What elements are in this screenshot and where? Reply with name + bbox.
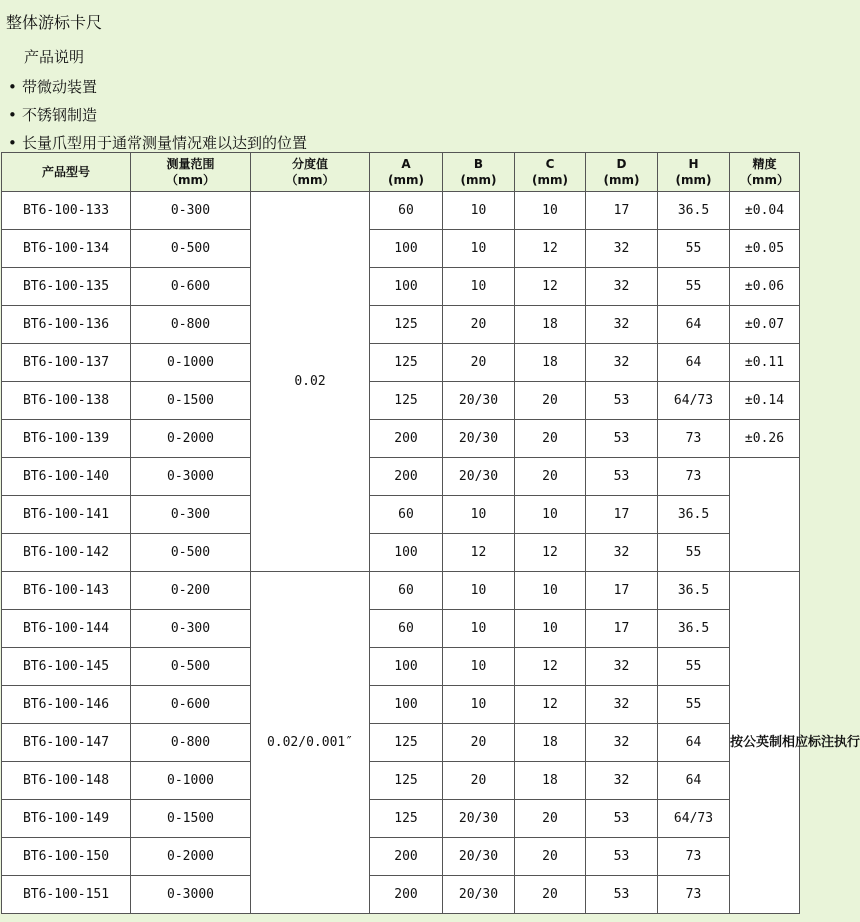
c-cell: 20 — [515, 838, 586, 876]
column-unit: (mm) — [675, 173, 712, 187]
column-header — [370, 153, 443, 192]
h-cell: 64 — [658, 306, 730, 344]
column-name: 测量范围 — [166, 157, 215, 171]
b-cell: 20/30 — [443, 876, 515, 914]
range-cell: 0-1500 — [131, 800, 251, 838]
c-cell: 10 — [515, 572, 586, 610]
model-cell: BT6-100-134 — [2, 230, 131, 268]
range-cell: 0-500 — [131, 534, 251, 572]
h-cell: 64 — [658, 724, 730, 762]
range-cell: 0-1000 — [131, 344, 251, 382]
product-description-heading: 产品说明 — [24, 48, 85, 66]
model-cell: BT6-100-138 — [2, 382, 131, 420]
table-header-row — [2, 153, 800, 192]
a-cell: 125 — [370, 306, 443, 344]
product-header — [0, 0, 800, 152]
model-cell: BT6-100-143 — [2, 572, 131, 610]
d-cell: 32 — [586, 306, 658, 344]
b-cell: 20 — [443, 762, 515, 800]
d-cell: 32 — [586, 762, 658, 800]
model-cell: BT6-100-142 — [2, 534, 131, 572]
model-cell: BT6-100-137 — [2, 344, 131, 382]
a-cell: 200 — [370, 420, 443, 458]
page-title: 整体游标卡尺 — [6, 13, 103, 32]
h-cell: 73 — [658, 838, 730, 876]
bullet-icon: • — [8, 134, 17, 152]
precision-cell: ±0.07 — [730, 306, 800, 344]
column-unit: （mm） — [739, 173, 789, 187]
range-cell: 0-600 — [131, 268, 251, 306]
c-cell: 20 — [515, 382, 586, 420]
b-cell: 20/30 — [443, 420, 515, 458]
h-cell: 64/73 — [658, 800, 730, 838]
b-cell: 10 — [443, 610, 515, 648]
h-cell: 64/73 — [658, 382, 730, 420]
a-cell: 125 — [370, 762, 443, 800]
b-cell: 20/30 — [443, 382, 515, 420]
model-cell: BT6-100-141 — [2, 496, 131, 534]
d-cell: 53 — [586, 420, 658, 458]
a-cell: 125 — [370, 800, 443, 838]
range-cell: 0-200 — [131, 572, 251, 610]
range-cell: 0-300 — [131, 496, 251, 534]
column-header — [251, 153, 370, 192]
model-cell: BT6-100-149 — [2, 800, 131, 838]
h-cell: 55 — [658, 648, 730, 686]
h-cell: 36.5 — [658, 496, 730, 534]
precision-cell: ±0.06 — [730, 268, 800, 306]
model-cell: BT6-100-133 — [2, 192, 131, 230]
a-cell: 200 — [370, 876, 443, 914]
b-cell: 10 — [443, 572, 515, 610]
a-cell: 100 — [370, 648, 443, 686]
table-row — [2, 724, 800, 762]
table-row — [2, 344, 800, 382]
d-cell: 32 — [586, 344, 658, 382]
range-cell: 0-500 — [131, 648, 251, 686]
model-cell: BT6-100-139 — [2, 420, 131, 458]
d-cell: 32 — [586, 268, 658, 306]
c-cell: 20 — [515, 876, 586, 914]
h-cell: 55 — [658, 686, 730, 724]
h-cell: 36.5 — [658, 192, 730, 230]
column-name: 精度 — [752, 157, 777, 171]
column-unit: (mm) — [603, 173, 640, 187]
h-cell: 73 — [658, 876, 730, 914]
column-name: C — [545, 157, 555, 171]
table-row — [2, 306, 800, 344]
b-cell: 10 — [443, 268, 515, 306]
model-cell: BT6-100-140 — [2, 458, 131, 496]
a-cell: 60 — [370, 572, 443, 610]
precision-cell: ±0.26 — [730, 420, 800, 458]
model-cell: BT6-100-135 — [2, 268, 131, 306]
column-unit: （mm） — [165, 173, 215, 187]
d-cell: 53 — [586, 382, 658, 420]
range-cell: 0-3000 — [131, 458, 251, 496]
c-cell: 18 — [515, 762, 586, 800]
c-cell: 12 — [515, 268, 586, 306]
table-row — [2, 192, 800, 230]
model-cell: BT6-100-144 — [2, 610, 131, 648]
range-cell: 0-2000 — [131, 420, 251, 458]
h-cell: 36.5 — [658, 610, 730, 648]
b-cell: 20 — [443, 724, 515, 762]
h-cell: 55 — [658, 534, 730, 572]
a-cell: 100 — [370, 686, 443, 724]
feature-item — [8, 104, 97, 125]
model-cell: BT6-100-150 — [2, 838, 131, 876]
a-cell: 125 — [370, 724, 443, 762]
c-cell: 12 — [515, 230, 586, 268]
column-name: 分度值 — [291, 157, 328, 171]
column-header — [443, 153, 515, 192]
column-header — [515, 153, 586, 192]
a-cell: 100 — [370, 268, 443, 306]
c-cell: 20 — [515, 420, 586, 458]
c-cell: 20 — [515, 800, 586, 838]
precision-cell: ±0.04 — [730, 192, 800, 230]
column-name: A — [401, 157, 411, 171]
model-cell: BT6-100-146 — [2, 686, 131, 724]
d-cell: 53 — [586, 876, 658, 914]
column-header — [2, 153, 131, 192]
b-cell: 20 — [443, 306, 515, 344]
feature-text: 不锈钢制造 — [22, 106, 98, 124]
d-cell: 32 — [586, 724, 658, 762]
h-cell: 55 — [658, 230, 730, 268]
h-cell: 64 — [658, 344, 730, 382]
column-unit: （mm） — [285, 173, 335, 187]
column-name: D — [616, 157, 627, 171]
range-cell: 0-600 — [131, 686, 251, 724]
h-cell: 64 — [658, 762, 730, 800]
table-row — [2, 876, 800, 914]
precision-cell: ±0.11 — [730, 344, 800, 382]
precision-blank-cell — [730, 458, 800, 572]
range-cell: 0-1500 — [131, 382, 251, 420]
d-cell: 32 — [586, 686, 658, 724]
feature-text: 长量爪型用于通常测量情况难以达到的位置 — [22, 134, 308, 152]
precision-cell: ±0.14 — [730, 382, 800, 420]
column-unit: (mm) — [532, 173, 568, 187]
h-cell: 73 — [658, 458, 730, 496]
division-cell: 0.02 — [251, 192, 370, 572]
a-cell: 200 — [370, 838, 443, 876]
precision-note-cell: 按公英制相应标注执行 — [730, 572, 800, 914]
d-cell: 32 — [586, 230, 658, 268]
table-row — [2, 838, 800, 876]
a-cell: 200 — [370, 458, 443, 496]
range-cell: 0-2000 — [131, 838, 251, 876]
model-cell: BT6-100-145 — [2, 648, 131, 686]
feature-item — [8, 132, 307, 153]
c-cell: 12 — [515, 534, 586, 572]
a-cell: 125 — [370, 344, 443, 382]
b-cell: 20/30 — [443, 458, 515, 496]
column-name: B — [473, 157, 484, 171]
bullet-icon: • — [8, 78, 17, 96]
table-row — [2, 534, 800, 572]
d-cell: 32 — [586, 648, 658, 686]
a-cell: 60 — [370, 192, 443, 230]
model-cell: BT6-100-136 — [2, 306, 131, 344]
range-cell: 0-800 — [131, 724, 251, 762]
c-cell: 10 — [515, 496, 586, 534]
table-row — [2, 762, 800, 800]
b-cell: 10 — [443, 648, 515, 686]
column-unit: (mm) — [388, 173, 424, 187]
column-unit: (mm) — [460, 173, 497, 187]
table-row — [2, 496, 800, 534]
b-cell: 10 — [443, 686, 515, 724]
c-cell: 10 — [515, 610, 586, 648]
feature-item — [8, 76, 97, 97]
d-cell: 17 — [586, 192, 658, 230]
table-row — [2, 610, 800, 648]
a-cell: 60 — [370, 496, 443, 534]
precision-cell: ±0.05 — [730, 230, 800, 268]
range-cell: 0-1000 — [131, 762, 251, 800]
table-row — [2, 458, 800, 496]
h-cell: 36.5 — [658, 572, 730, 610]
c-cell: 18 — [515, 306, 586, 344]
c-cell: 12 — [515, 686, 586, 724]
d-cell: 53 — [586, 800, 658, 838]
a-cell: 100 — [370, 534, 443, 572]
column-name: H — [688, 157, 699, 171]
spec-table — [1, 152, 860, 914]
d-cell: 32 — [586, 534, 658, 572]
b-cell: 10 — [443, 230, 515, 268]
bullet-icon: • — [8, 106, 17, 124]
c-cell: 10 — [515, 192, 586, 230]
d-cell: 53 — [586, 458, 658, 496]
model-cell: BT6-100-147 — [2, 724, 131, 762]
c-cell: 20 — [515, 458, 586, 496]
model-cell: BT6-100-148 — [2, 762, 131, 800]
c-cell: 12 — [515, 648, 586, 686]
d-cell: 17 — [586, 496, 658, 534]
column-header — [131, 153, 251, 192]
a-cell: 100 — [370, 230, 443, 268]
b-cell: 12 — [443, 534, 515, 572]
division-cell: 0.02/0.001″ — [251, 572, 370, 914]
feature-text: 带微动装置 — [22, 78, 98, 96]
table-row — [2, 572, 800, 610]
d-cell: 17 — [586, 572, 658, 610]
d-cell: 17 — [586, 610, 658, 648]
b-cell: 10 — [443, 496, 515, 534]
b-cell: 20/30 — [443, 800, 515, 838]
h-cell: 73 — [658, 420, 730, 458]
column-header — [586, 153, 658, 192]
a-cell: 125 — [370, 382, 443, 420]
range-cell: 0-300 — [131, 610, 251, 648]
column-header — [658, 153, 730, 192]
b-cell: 20 — [443, 344, 515, 382]
c-cell: 18 — [515, 344, 586, 382]
h-cell: 55 — [658, 268, 730, 306]
column-header — [730, 153, 800, 192]
table-row — [2, 230, 800, 268]
range-cell: 0-500 — [131, 230, 251, 268]
table-row — [2, 686, 800, 724]
table-row — [2, 800, 800, 838]
b-cell: 20/30 — [443, 838, 515, 876]
table-row — [2, 420, 800, 458]
table-row — [2, 648, 800, 686]
table-row — [2, 382, 800, 420]
a-cell: 60 — [370, 610, 443, 648]
range-cell: 0-800 — [131, 306, 251, 344]
b-cell: 10 — [443, 192, 515, 230]
d-cell: 53 — [586, 838, 658, 876]
range-cell: 0-300 — [131, 192, 251, 230]
column-name: 产品型号 — [41, 165, 90, 179]
table-row — [2, 268, 800, 306]
model-cell: BT6-100-151 — [2, 876, 131, 914]
range-cell: 0-3000 — [131, 876, 251, 914]
c-cell: 18 — [515, 724, 586, 762]
